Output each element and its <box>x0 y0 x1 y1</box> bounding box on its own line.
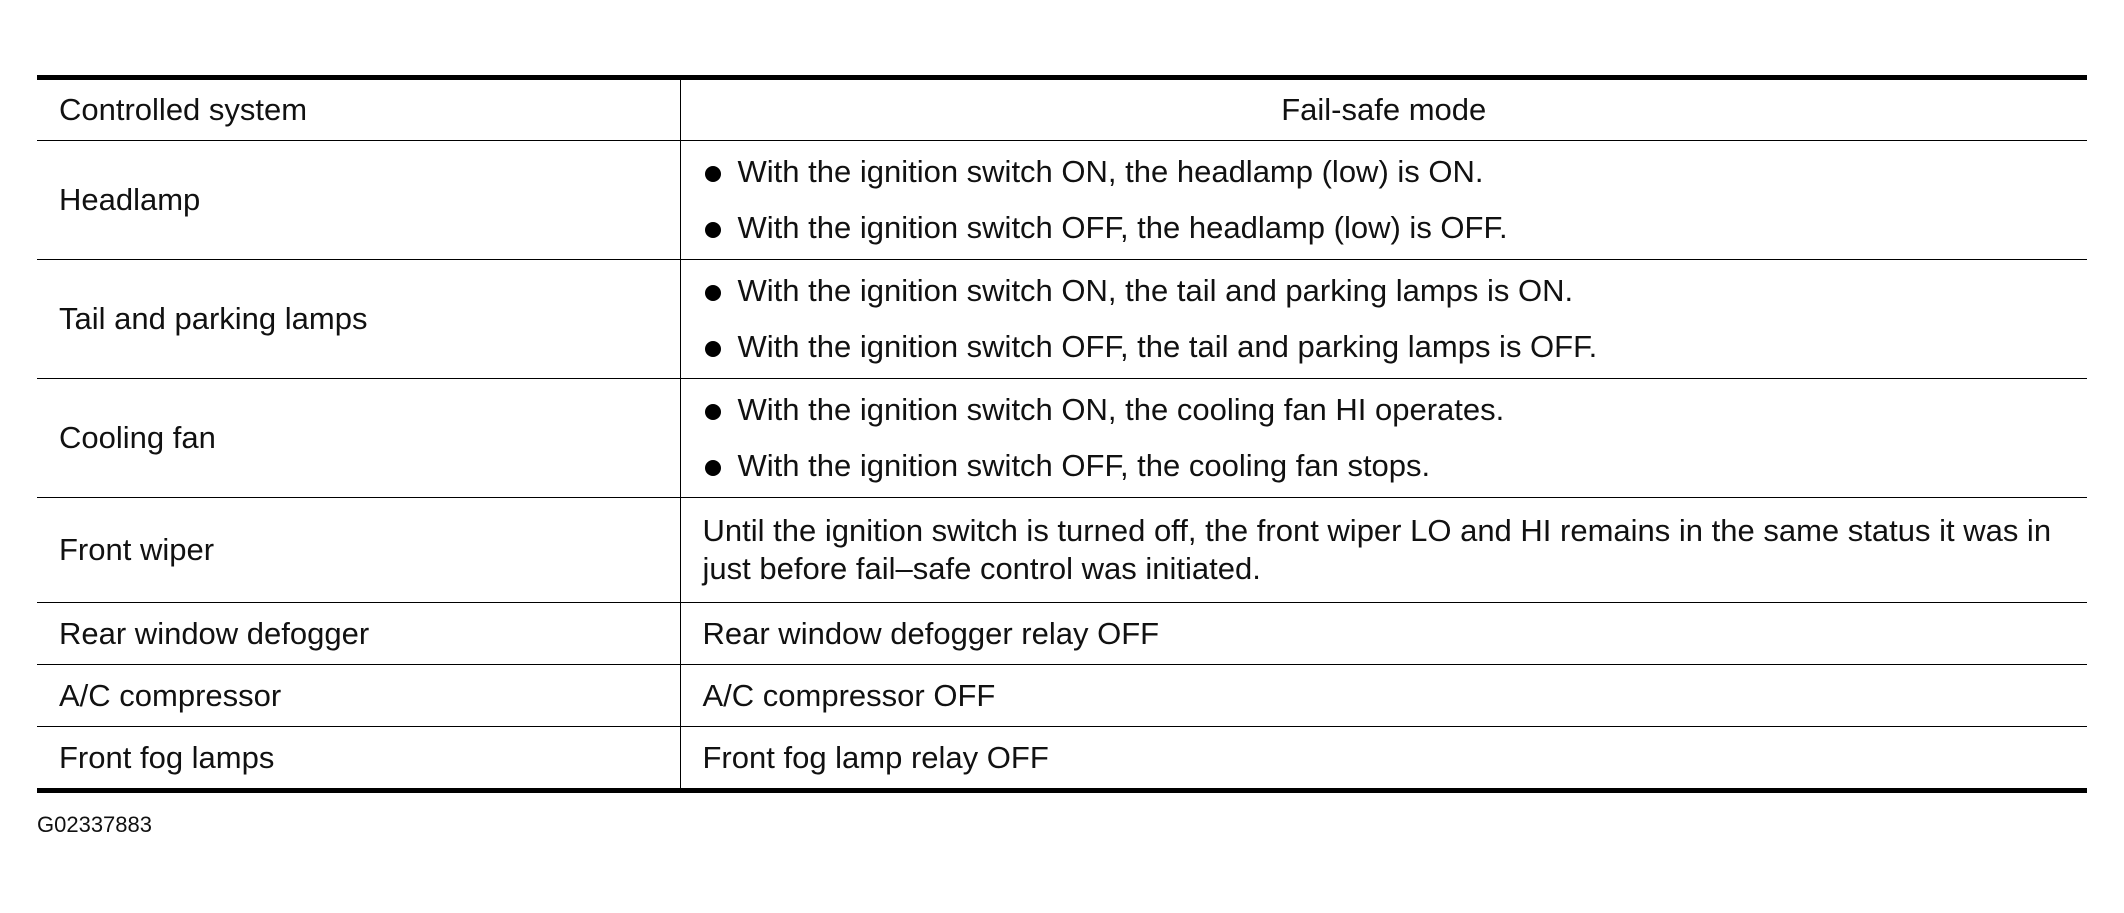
list-item <box>703 448 2066 484</box>
system-cell: Front fog lamps <box>37 727 680 791</box>
bullet-icon <box>705 460 721 476</box>
bullet-list <box>703 392 2066 484</box>
bullet-list <box>703 154 2066 246</box>
table-row <box>37 260 2087 379</box>
table-row <box>37 498 2087 603</box>
fail-safe-table-container <box>37 75 2087 793</box>
bullet-icon <box>705 285 721 301</box>
list-item <box>703 392 2066 428</box>
system-cell: Front wiper <box>37 498 680 603</box>
bullet-text: With the ignition switch OFF, the headlamp (low) is OFF. <box>737 210 1508 245</box>
mode-cell <box>680 141 2087 260</box>
mode-cell <box>680 379 2087 498</box>
mode-cell: A/C compressor OFF <box>680 665 2087 727</box>
system-cell: Tail and parking lamps <box>37 260 680 379</box>
table-row <box>37 727 2087 791</box>
bullet-text: With the ignition switch ON, the tail and parking lamps is ON. <box>737 273 1574 308</box>
bullet-icon <box>705 166 721 182</box>
header-controlled-system: Controlled system <box>37 78 680 141</box>
bullet-text: With the ignition switch ON, the cooling fan HI operates. <box>737 392 1505 427</box>
bullet-text: With the ignition switch OFF, the tail and parking lamps is OFF. <box>737 329 1598 364</box>
bullet-icon <box>705 341 721 357</box>
bullet-text: With the ignition switch ON, the headlamp (low) is ON. <box>737 154 1484 189</box>
system-cell: Rear window defogger <box>37 603 680 665</box>
mode-cell <box>680 498 2087 603</box>
table-row <box>37 603 2087 665</box>
bullet-icon <box>705 222 721 238</box>
system-cell: A/C compressor <box>37 665 680 727</box>
mode-cell: Front fog lamp relay OFF <box>680 727 2087 791</box>
table-row <box>37 665 2087 727</box>
table-row <box>37 379 2087 498</box>
bullet-icon <box>705 404 721 420</box>
header-fail-safe-mode: Fail-safe mode <box>680 78 2087 141</box>
mode-text: Until the ignition switch is turned off, the front wiper LO and HI remains in the same status it was in just before fail–safe control was initiated. <box>702 513 2052 586</box>
list-item <box>703 273 2066 309</box>
system-cell: Headlamp <box>37 141 680 260</box>
mode-cell <box>680 260 2087 379</box>
bullet-text: With the ignition switch OFF, the cooling fan stops. <box>737 448 1431 483</box>
list-item <box>703 154 2066 190</box>
bullet-list <box>703 273 2066 365</box>
system-cell: Cooling fan <box>37 379 680 498</box>
table-row <box>37 141 2087 260</box>
list-item <box>703 329 2066 365</box>
figure-code: G02337883 <box>37 812 152 837</box>
list-item <box>703 210 2066 246</box>
mode-cell: Rear window defogger relay OFF <box>680 603 2087 665</box>
fail-safe-table <box>37 75 2087 793</box>
table-header-row <box>37 78 2087 141</box>
